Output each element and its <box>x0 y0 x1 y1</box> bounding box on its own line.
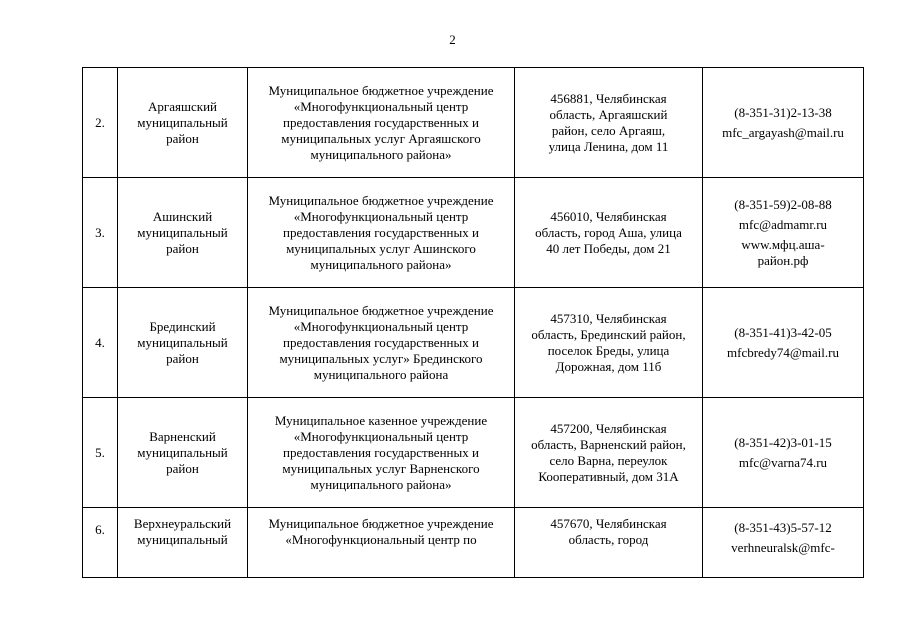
address-line: 456881, Челябинская <box>550 90 667 106</box>
district-cell <box>118 288 248 398</box>
address-line: Дорожная, дом 11б <box>555 358 662 374</box>
address-line: село Варна, переулок <box>549 452 668 468</box>
address-line: область, Брединский район, <box>531 326 686 342</box>
organization-line: предоставления государственных и <box>283 224 479 240</box>
address-line: область, Варненский район, <box>531 436 686 452</box>
district-line: муниципальный <box>137 224 228 240</box>
organization-line: предоставления государственных и <box>283 114 479 130</box>
organization-line: муниципальных услуг» Брединского <box>279 350 483 366</box>
organization-cell <box>248 398 515 508</box>
page-number: 2 <box>449 32 456 47</box>
organization-line: «Многофункциональный центр <box>293 208 469 224</box>
address-line: поселок Бреды, улица <box>547 342 670 358</box>
organization-line: «Многофункциональный центр <box>293 98 469 114</box>
table-row <box>83 398 864 508</box>
contacts-cell <box>703 288 864 398</box>
address-line: 457200, Челябинская <box>550 420 667 436</box>
row-number: 5. <box>83 398 118 508</box>
district-cell <box>118 508 248 578</box>
organization-line: «Многофункциональный центр <box>293 428 469 444</box>
address-line: Кооперативный, дом 31А <box>538 468 679 484</box>
organization-line: муниципальных услуг Ашинского <box>286 240 476 256</box>
address-line: район, село Аргаяш, <box>551 122 666 138</box>
address-cell <box>515 288 703 398</box>
address-cell <box>515 68 703 178</box>
organization-line: «Многофункциональный центр <box>293 318 469 334</box>
organization-line: Муниципальное бюджетное учреждение <box>268 302 494 318</box>
organization-line: Муниципальное бюджетное учреждение <box>268 516 494 531</box>
website-link[interactable]: www.мфц.аша- район.рф <box>741 236 825 268</box>
organization-line: предоставления государственных и <box>283 334 479 350</box>
row-number: 2. <box>83 68 118 178</box>
organization-line: муниципального района <box>313 366 449 382</box>
organization-line: «Многофункциональный центр по <box>285 532 477 547</box>
contacts-cell <box>703 178 864 288</box>
phone-number: (8-351-41)3-42-05 <box>734 324 832 340</box>
row-number: 4. <box>83 288 118 398</box>
district-line: район <box>166 350 199 366</box>
district-line: муниципальный <box>137 532 228 547</box>
phone-number: (8-351-31)2-13-38 <box>734 104 832 120</box>
address-line: 457670, Челябинская <box>550 516 667 531</box>
email-link[interactable]: verhneuralsk@mfc- <box>731 540 835 555</box>
address-line: 40 лет Победы, дом 21 <box>546 240 671 256</box>
organization-line: муниципального района» <box>310 256 452 272</box>
organization-cell <box>248 288 515 398</box>
address-line: область, Аргаяшский <box>549 106 668 122</box>
district-line: Ашинский <box>152 208 213 224</box>
email-link[interactable]: mfc@varna74.ru <box>738 454 828 470</box>
organization-line: муниципального района» <box>310 476 452 492</box>
address-cell <box>515 398 703 508</box>
address-line: 457310, Челябинская <box>550 310 667 326</box>
address-line: область, город <box>568 532 649 547</box>
table-row <box>83 288 864 398</box>
table-row <box>83 68 864 178</box>
district-line: муниципальный <box>137 114 228 130</box>
address-cell <box>515 178 703 288</box>
contacts-cell <box>703 508 864 578</box>
table-row <box>83 508 864 578</box>
email-link[interactable]: mfc@admamr.ru <box>738 216 828 232</box>
address-cell <box>515 508 703 578</box>
contacts-cell <box>703 398 864 508</box>
district-line: муниципальный <box>137 334 228 350</box>
district-cell <box>118 68 248 178</box>
address-line: 456010, Челябинская <box>550 208 667 224</box>
organization-cell <box>248 68 515 178</box>
phone-number: (8-351-43)5-57-12 <box>734 520 832 535</box>
row-number: 6. <box>83 508 118 578</box>
organization-line: муниципальных услуг Варненского <box>282 460 480 476</box>
district-cell <box>118 178 248 288</box>
organization-line: предоставления государственных и <box>283 444 479 460</box>
organization-line: Муниципальное бюджетное учреждение <box>268 82 494 98</box>
district-line: Брединский <box>149 318 216 334</box>
email-link[interactable]: mfc_argayash@mail.ru <box>722 124 844 140</box>
district-line: Варненский <box>149 428 216 444</box>
phone-number: (8-351-59)2-08-88 <box>734 196 832 212</box>
organization-line: Муниципальное казенное учреждение <box>274 412 488 428</box>
table-row <box>83 178 864 288</box>
organization-cell <box>248 508 515 578</box>
mfc-registry-table <box>82 67 864 578</box>
organization-line: муниципальных услуг Аргаяшского <box>281 130 481 146</box>
organization-line: муниципального района» <box>310 146 452 162</box>
district-line: район <box>166 130 199 146</box>
address-line: улица Ленина, дом 11 <box>548 138 669 154</box>
district-line: район <box>166 240 199 256</box>
organization-line: Муниципальное бюджетное учреждение <box>268 192 494 208</box>
district-line: Аргаяшский <box>148 98 217 114</box>
row-number: 3. <box>83 178 118 288</box>
contacts-cell <box>703 68 864 178</box>
district-line: Верхнеуральский <box>133 516 232 531</box>
district-line: муниципальный <box>137 444 228 460</box>
address-line: область, город Аша, улица <box>535 224 682 240</box>
phone-number: (8-351-42)3-01-15 <box>734 434 832 450</box>
district-line: район <box>166 460 199 476</box>
district-cell <box>118 398 248 508</box>
email-link[interactable]: mfcbredy74@mail.ru <box>727 344 839 360</box>
organization-cell <box>248 178 515 288</box>
